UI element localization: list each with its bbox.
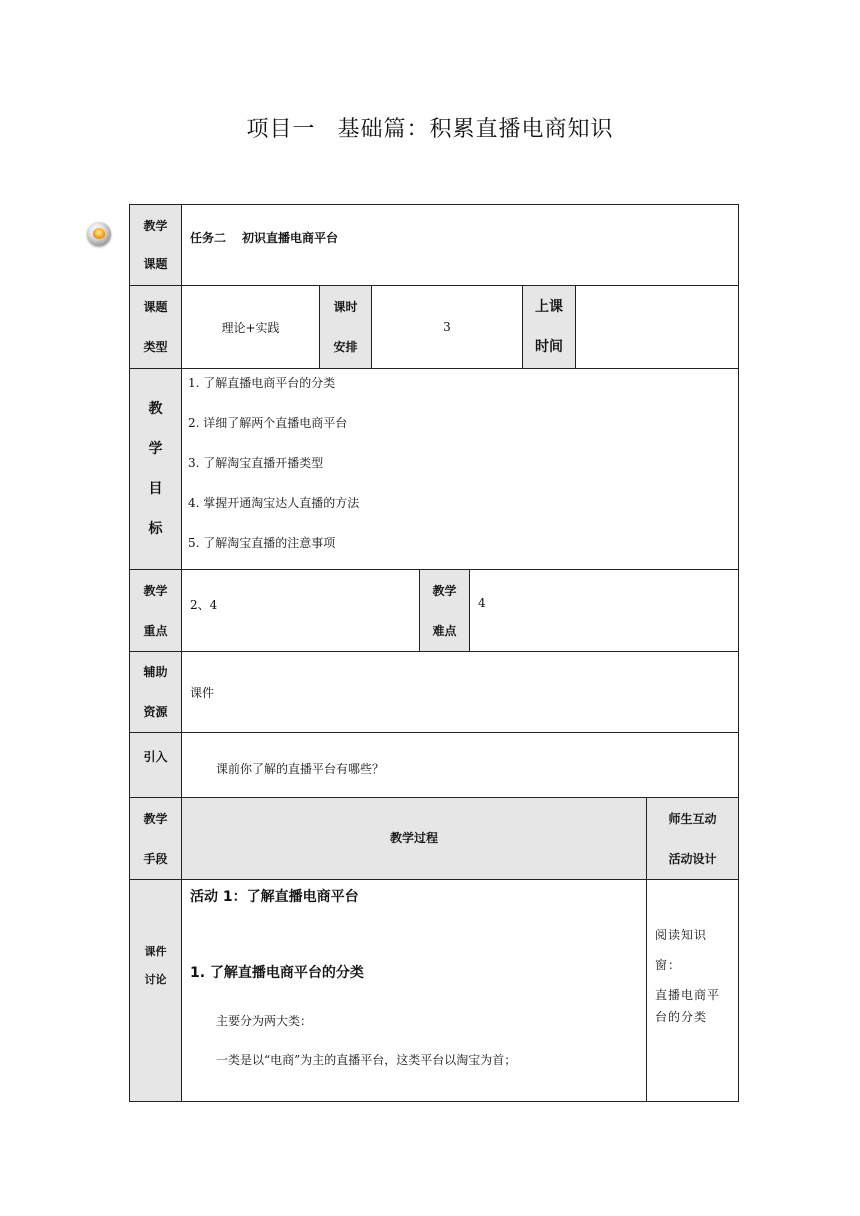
- resources-value: 课件: [182, 652, 739, 733]
- section-title: 1. 了解直播电商平台的分类: [190, 965, 364, 981]
- process-header: 教学过程: [182, 798, 647, 880]
- goal-item: 5. 了解淘宝直播的注意事项: [188, 536, 336, 550]
- goal-item: 1. 了解直播电商平台的分类: [188, 376, 336, 390]
- page-title-project: 项目一: [246, 117, 316, 142]
- time-label: 上课 时间: [523, 286, 576, 368]
- flame-icon: [93, 228, 105, 239]
- stage-label: 课件 讨论: [130, 880, 182, 1102]
- time-cell: [523, 286, 739, 369]
- goal-item: 4. 掌握开通淘宝达人直播的方法: [188, 496, 360, 510]
- lesson-plan-table: [129, 204, 739, 1102]
- type-label: 课题 类型: [130, 286, 182, 369]
- activity-title: 活动 1：了解直播电商平台: [190, 889, 359, 905]
- difficulty-value: 4: [470, 570, 739, 652]
- intro-label: 引入: [130, 733, 182, 798]
- topic-label: 教学 课题: [130, 205, 182, 286]
- process-content: [182, 880, 647, 1102]
- hours-value: 3: [372, 286, 523, 369]
- goal-item: 2. 详细了解两个直播电商平台: [188, 416, 348, 430]
- difficulty-label: 教学 难点: [420, 570, 470, 652]
- row-process-header: [130, 798, 739, 880]
- paragraph: 主要分为两大类：: [216, 1014, 313, 1028]
- resources-label: 辅助 资源: [130, 652, 182, 733]
- home-orb-icon[interactable]: [87, 222, 111, 246]
- topic-value: 任务二 初识直播电商平台: [182, 205, 739, 286]
- focus-label: 教学 重点: [130, 570, 182, 652]
- goals-label: 教 学 目 标: [130, 369, 182, 570]
- page-title-topic: 基础篇：积累直播电商知识: [337, 117, 614, 142]
- goal-item: 3. 了解淘宝直播开播类型: [188, 456, 324, 470]
- interaction-notes: [647, 880, 739, 1102]
- row-focus: [130, 570, 739, 652]
- hours-label: 课时 安排: [320, 286, 372, 369]
- row-intro: [130, 733, 739, 798]
- side-note: 直播电商平: [655, 988, 721, 1002]
- row-activity: [130, 880, 739, 1102]
- row-type: [130, 286, 739, 369]
- side-note: 台的分类: [655, 1010, 708, 1024]
- row-topic: [130, 205, 739, 286]
- focus-value: 2、4: [182, 570, 420, 652]
- goals-list: [182, 369, 739, 570]
- paragraph: 一类是以“电商”为主的直播平台，这类平台以淘宝为首；: [216, 1053, 517, 1067]
- row-resources: [130, 652, 739, 733]
- side-note: 阅读知识窗：: [655, 928, 708, 972]
- page-title: [0, 112, 860, 143]
- interaction-header: 师生互动 活动设计: [647, 798, 739, 880]
- row-goals: [130, 369, 739, 570]
- type-value: 理论+实践: [182, 286, 320, 369]
- method-label: 教学 手段: [130, 798, 182, 880]
- intro-value: 课前你了解的直播平台有哪些？: [182, 733, 739, 798]
- time-value[interactable]: [576, 286, 738, 368]
